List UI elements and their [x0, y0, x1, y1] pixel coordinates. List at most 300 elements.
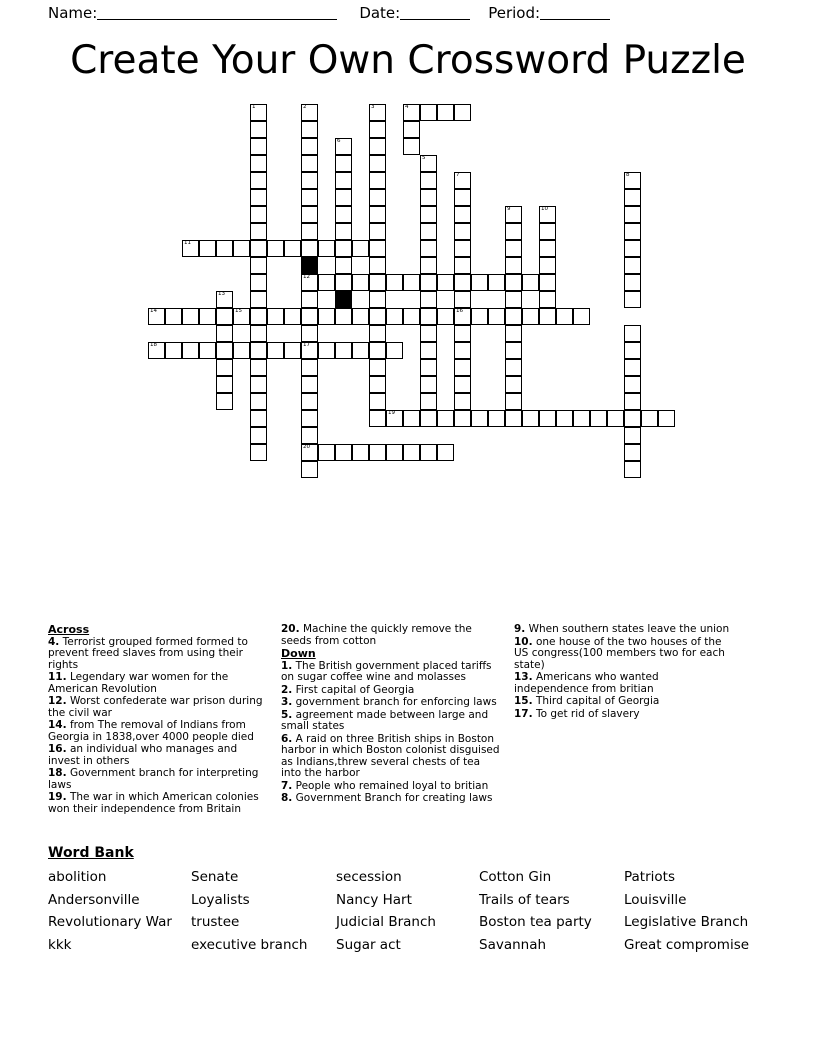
grid-cell[interactable] [301, 427, 318, 444]
grid-cell[interactable] [369, 189, 386, 206]
grid-cell[interactable] [250, 206, 267, 223]
clue-item [281, 685, 502, 697]
grid-cell[interactable] [301, 206, 318, 223]
grid-cell[interactable] [420, 274, 437, 291]
grid-cell[interactable] [505, 325, 522, 342]
grid-cell-number: 6 [337, 138, 341, 144]
grid-cell[interactable] [624, 257, 641, 274]
period-label: Period: [488, 4, 541, 22]
grid-cell[interactable] [505, 257, 522, 274]
grid-cell[interactable] [624, 172, 641, 189]
grid-cell[interactable] [301, 410, 318, 427]
clue-number: 17. [514, 707, 533, 720]
grid-cell[interactable] [403, 444, 420, 461]
grid-cell[interactable] [420, 359, 437, 376]
grid-cell[interactable] [573, 410, 590, 427]
grid-cell[interactable] [505, 410, 522, 427]
grid-cell[interactable] [301, 223, 318, 240]
grid-cell[interactable] [301, 325, 318, 342]
grid-cell[interactable] [301, 155, 318, 172]
clue-text: To get rid of slavery [532, 707, 640, 720]
crossword-grid[interactable] [148, 104, 668, 469]
grid-cell[interactable] [301, 121, 318, 138]
grid-cell[interactable] [386, 274, 403, 291]
grid-cell[interactable] [369, 342, 386, 359]
clue-item [281, 734, 502, 780]
grid-cell[interactable] [624, 223, 641, 240]
grid-cell[interactable] [386, 410, 403, 427]
clue-item [281, 710, 502, 733]
grid-cell[interactable] [318, 274, 335, 291]
date-input-line[interactable] [400, 7, 470, 20]
grid-cell[interactable] [522, 308, 539, 325]
clue-item [48, 672, 269, 695]
grid-cell[interactable] [369, 138, 386, 155]
grid-cell-number: 16 [456, 308, 463, 314]
grid-cell[interactable] [624, 359, 641, 376]
grid-cell[interactable] [335, 342, 352, 359]
grid-cell[interactable] [624, 461, 641, 478]
word-bank-word: Legislative Branch [624, 914, 749, 930]
grid-cell[interactable] [471, 410, 488, 427]
grid-cell[interactable] [250, 393, 267, 410]
grid-cell[interactable] [369, 444, 386, 461]
grid-cell[interactable] [403, 410, 420, 427]
across-clue-list [48, 637, 269, 816]
grid-cell[interactable] [437, 410, 454, 427]
grid-cell[interactable] [437, 444, 454, 461]
grid-cell[interactable] [369, 104, 386, 121]
grid-cell[interactable] [216, 291, 233, 308]
grid-cell[interactable] [505, 291, 522, 308]
grid-cell[interactable] [301, 274, 318, 291]
grid-cell[interactable] [454, 308, 471, 325]
grid-cell[interactable] [250, 274, 267, 291]
grid-cell[interactable] [250, 427, 267, 444]
grid-cell[interactable] [250, 223, 267, 240]
grid-cell[interactable] [624, 393, 641, 410]
grid-cell[interactable] [216, 342, 233, 359]
grid-cell[interactable] [505, 206, 522, 223]
grid-cell[interactable] [182, 342, 199, 359]
grid-cell[interactable] [369, 257, 386, 274]
grid-cell-number: 14 [150, 308, 157, 314]
clue-number: 12. [48, 695, 67, 707]
grid-cell[interactable] [488, 308, 505, 325]
grid-cell[interactable] [301, 461, 318, 478]
grid-cell[interactable] [335, 444, 352, 461]
grid-cell[interactable] [386, 444, 403, 461]
grid-cell[interactable] [148, 308, 165, 325]
grid-cell[interactable] [301, 376, 318, 393]
clue-number: 3. [281, 696, 293, 708]
clue-text: Americans who wanted independence from britian [514, 671, 659, 695]
clue-item [281, 781, 502, 793]
grid-cell[interactable] [624, 325, 641, 342]
grid-cell[interactable] [505, 359, 522, 376]
grid-cell[interactable] [437, 308, 454, 325]
grid-cell[interactable] [556, 410, 573, 427]
clue-item [281, 624, 502, 647]
grid-cell[interactable] [624, 376, 641, 393]
clue-item [48, 768, 269, 791]
clue-text: agreement made between large and small states [281, 708, 489, 732]
grid-cell[interactable] [335, 189, 352, 206]
word-bank-row [48, 889, 770, 912]
grid-cell[interactable] [454, 393, 471, 410]
grid-cell[interactable] [539, 410, 556, 427]
grid-cell[interactable] [250, 189, 267, 206]
grid-cell[interactable] [505, 240, 522, 257]
grid-cell[interactable] [216, 240, 233, 257]
grid-cell[interactable] [301, 189, 318, 206]
word-bank-row [48, 866, 770, 889]
grid-cell[interactable] [556, 308, 573, 325]
grid-cell[interactable] [250, 410, 267, 427]
grid-cell[interactable] [403, 104, 420, 121]
grid-cell[interactable] [454, 291, 471, 308]
student-info-header [48, 0, 768, 26]
grid-cell[interactable] [403, 138, 420, 155]
grid-cell[interactable] [539, 240, 556, 257]
grid-cell[interactable] [539, 223, 556, 240]
grid-cell[interactable] [148, 342, 165, 359]
grid-cell[interactable] [250, 257, 267, 274]
grid-cell[interactable] [369, 172, 386, 189]
grid-cell-number: 2 [303, 104, 307, 110]
grid-cell-number: 3 [371, 104, 375, 110]
grid-cell[interactable] [454, 104, 471, 121]
word-bank-word: Louisville [624, 891, 687, 908]
grid-cell[interactable] [216, 393, 233, 410]
clue-item [48, 744, 269, 767]
grid-cell[interactable] [505, 376, 522, 393]
grid-cell[interactable] [539, 274, 556, 291]
clue-number: 16. [48, 743, 67, 755]
grid-cell[interactable] [233, 240, 250, 257]
grid-cell[interactable] [369, 410, 386, 427]
grid-cell[interactable] [301, 308, 318, 325]
grid-cell[interactable] [624, 240, 641, 257]
grid-cell[interactable] [301, 240, 318, 257]
grid-cell[interactable] [420, 342, 437, 359]
clue-item [281, 697, 502, 709]
grid-cell[interactable] [505, 393, 522, 410]
grid-cell[interactable] [454, 240, 471, 257]
grid-cell[interactable] [352, 342, 369, 359]
grid-cell[interactable] [624, 342, 641, 359]
grid-cell[interactable] [471, 274, 488, 291]
grid-cell[interactable] [420, 325, 437, 342]
grid-cell[interactable] [301, 104, 318, 121]
page-title: Create Your Own Crossword Puzzle [70, 38, 746, 83]
grid-cell[interactable] [267, 342, 284, 359]
grid-cell[interactable] [420, 376, 437, 393]
grid-cell[interactable] [318, 308, 335, 325]
grid-cell[interactable] [301, 291, 318, 308]
grid-cell[interactable] [250, 138, 267, 155]
grid-cell[interactable] [182, 308, 199, 325]
word-bank [48, 866, 770, 956]
grid-cell[interactable] [267, 308, 284, 325]
clue-number: 7. [281, 779, 293, 792]
grid-cell[interactable] [454, 206, 471, 223]
grid-cell[interactable] [420, 155, 437, 172]
word-bank-word: Judicial Branch [336, 914, 436, 930]
clue-item [48, 637, 269, 672]
grid-cell[interactable] [369, 325, 386, 342]
grid-cell[interactable] [250, 359, 267, 376]
clue-number: 11. [48, 671, 67, 683]
grid-cell[interactable] [301, 342, 318, 359]
clue-text: When southern states leave the union [525, 623, 730, 635]
period-input-line[interactable] [540, 7, 610, 20]
grid-cell[interactable] [250, 291, 267, 308]
grid-cell[interactable] [505, 274, 522, 291]
grid-cell[interactable] [301, 393, 318, 410]
clue-number: 15. [514, 695, 533, 707]
grid-cell[interactable] [454, 172, 471, 189]
clue-text: Third capital of Georgia [532, 695, 660, 707]
word-bank-word: Andersonville [48, 891, 140, 908]
grid-cell-number: 10 [541, 206, 548, 212]
across-clue-list-continued [281, 624, 502, 647]
grid-cell[interactable] [624, 206, 641, 223]
grid-cell[interactable] [250, 240, 267, 257]
clue-number: 4. [48, 635, 60, 648]
grid-cell[interactable] [267, 240, 284, 257]
clue-text: A raid on three British ships in Boston harbor in which Boston colonist disguised as Indians,threw several chests of tea into the harbor [281, 732, 500, 779]
grid-cell[interactable] [335, 274, 352, 291]
grid-cell[interactable] [420, 240, 437, 257]
grid-cell[interactable] [199, 342, 216, 359]
grid-cell[interactable] [420, 223, 437, 240]
clue-number: 5. [281, 708, 293, 721]
grid-cell[interactable] [335, 155, 352, 172]
grid-cell[interactable] [607, 410, 624, 427]
word-bank-word: trustee [191, 914, 240, 930]
grid-cell[interactable] [250, 308, 267, 325]
grid-cell[interactable] [250, 444, 267, 461]
grid-cell[interactable] [386, 342, 403, 359]
grid-cell[interactable] [369, 308, 386, 325]
grid-cell[interactable] [488, 410, 505, 427]
clue-number: 14. [48, 719, 67, 731]
grid-cell[interactable] [369, 393, 386, 410]
grid-cell[interactable] [250, 104, 267, 121]
grid-cell[interactable] [335, 240, 352, 257]
grid-cell[interactable] [318, 240, 335, 257]
grid-cell[interactable] [318, 444, 335, 461]
grid-cell-blocked [335, 291, 352, 308]
clue-text: Terrorist grouped formed formed to prevent freed slaves from using their rights [48, 635, 248, 671]
grid-cell[interactable] [573, 308, 590, 325]
grid-cell-number: 8 [626, 172, 630, 178]
grid-cell[interactable] [403, 274, 420, 291]
grid-cell[interactable] [216, 359, 233, 376]
grid-cell[interactable] [284, 308, 301, 325]
grid-cell[interactable] [454, 376, 471, 393]
grid-cell-number: 11 [184, 240, 191, 246]
grid-cell[interactable] [420, 257, 437, 274]
grid-cell[interactable] [182, 240, 199, 257]
grid-cell[interactable] [505, 308, 522, 325]
grid-cell[interactable] [658, 410, 675, 427]
word-bank-word: abolition [48, 869, 107, 885]
clue-item [281, 793, 502, 805]
grid-cell[interactable] [454, 257, 471, 274]
grid-cell[interactable] [284, 240, 301, 257]
grid-cell[interactable] [250, 376, 267, 393]
clue-text: The war in which American colonies won their independence from Britain [48, 791, 259, 815]
grid-cell[interactable] [250, 155, 267, 172]
grid-cell[interactable] [301, 359, 318, 376]
grid-cell[interactable] [420, 393, 437, 410]
grid-cell[interactable] [369, 155, 386, 172]
grid-cell[interactable] [369, 274, 386, 291]
grid-cell[interactable] [233, 342, 250, 359]
grid-cell[interactable] [624, 189, 641, 206]
grid-cell[interactable] [505, 342, 522, 359]
grid-cell[interactable] [454, 274, 471, 291]
grid-cell[interactable] [301, 138, 318, 155]
grid-cell[interactable] [352, 308, 369, 325]
word-bank-word: Nancy Hart [336, 891, 412, 908]
grid-cell[interactable] [522, 274, 539, 291]
clue-text: an individual who manages and invest in others [48, 743, 238, 767]
grid-cell-number: 7 [456, 172, 460, 178]
grid-cell[interactable] [318, 342, 335, 359]
word-bank-word: executive branch [191, 936, 308, 953]
grid-cell[interactable] [335, 308, 352, 325]
grid-cell[interactable] [454, 325, 471, 342]
grid-cell[interactable] [199, 240, 216, 257]
clues-column-3 [514, 624, 744, 816]
grid-cell[interactable] [352, 444, 369, 461]
word-bank-word: Senate [191, 869, 239, 885]
grid-cell[interactable] [471, 308, 488, 325]
grid-cell[interactable] [250, 342, 267, 359]
grid-cell[interactable] [420, 291, 437, 308]
grid-cell[interactable] [250, 121, 267, 138]
grid-cell[interactable] [250, 325, 267, 342]
name-input-line[interactable] [97, 7, 337, 20]
grid-cell[interactable] [437, 104, 454, 121]
grid-cell[interactable] [454, 410, 471, 427]
grid-cell[interactable] [369, 240, 386, 257]
grid-cell[interactable] [335, 223, 352, 240]
grid-cell[interactable] [454, 223, 471, 240]
grid-cell[interactable] [454, 342, 471, 359]
grid-cell[interactable] [420, 444, 437, 461]
grid-cell[interactable] [369, 359, 386, 376]
clue-item [514, 624, 732, 636]
grid-cell[interactable] [165, 342, 182, 359]
grid-cell[interactable] [624, 427, 641, 444]
grid-cell[interactable] [539, 308, 556, 325]
grid-cell[interactable] [454, 189, 471, 206]
grid-cell[interactable] [216, 376, 233, 393]
grid-cell[interactable] [420, 172, 437, 189]
grid-cell[interactable] [352, 274, 369, 291]
clue-number: 1. [281, 659, 293, 672]
clue-number: 19. [48, 791, 67, 803]
word-bank-word: secession [336, 869, 402, 885]
grid-cell[interactable] [624, 291, 641, 308]
grid-cell[interactable] [386, 308, 403, 325]
grid-cell[interactable] [437, 274, 454, 291]
grid-cell[interactable] [420, 308, 437, 325]
grid-cell[interactable] [233, 308, 250, 325]
word-bank-word: Loyalists [191, 891, 250, 908]
grid-cell[interactable] [199, 308, 216, 325]
grid-cell-number: 13 [218, 291, 225, 297]
word-bank-row [48, 911, 770, 934]
grid-cell[interactable] [420, 206, 437, 223]
clue-item [514, 672, 732, 695]
grid-cell[interactable] [216, 308, 233, 325]
grid-cell[interactable] [420, 189, 437, 206]
grid-cell[interactable] [505, 223, 522, 240]
word-bank-table [48, 866, 770, 956]
grid-cell[interactable] [369, 376, 386, 393]
grid-cell[interactable] [165, 308, 182, 325]
grid-cell[interactable] [403, 121, 420, 138]
grid-cell[interactable] [335, 257, 352, 274]
clue-text: government branch for enforcing laws [292, 696, 497, 708]
clue-item [48, 720, 269, 743]
grid-cell[interactable] [420, 410, 437, 427]
clues-column-1 [48, 624, 281, 816]
grid-cell[interactable] [335, 206, 352, 223]
clue-item [281, 661, 502, 684]
grid-cell[interactable] [590, 410, 607, 427]
clue-number: 9. [514, 623, 526, 635]
grid-cell[interactable] [335, 138, 352, 155]
grid-cell[interactable] [624, 444, 641, 461]
grid-cell[interactable] [522, 410, 539, 427]
grid-cell[interactable] [539, 206, 556, 223]
grid-cell[interactable] [369, 121, 386, 138]
grid-cell[interactable] [539, 291, 556, 308]
grid-cell[interactable] [284, 342, 301, 359]
grid-cell[interactable] [369, 206, 386, 223]
grid-cell[interactable] [641, 410, 658, 427]
grid-cell[interactable] [539, 257, 556, 274]
grid-cell[interactable] [369, 291, 386, 308]
grid-cell[interactable] [301, 172, 318, 189]
grid-cell[interactable] [301, 444, 318, 461]
clue-text: Legendary war women for the American Revolution [48, 671, 229, 695]
word-bank-word: Cotton Gin [479, 869, 552, 885]
name-label: Name: [48, 4, 98, 22]
word-bank-word: Sugar act [336, 936, 401, 953]
grid-cell[interactable] [624, 274, 641, 291]
down-clue-list-continued [514, 624, 732, 720]
grid-cell[interactable] [454, 359, 471, 376]
grid-cell[interactable] [624, 410, 641, 427]
grid-cell[interactable] [369, 223, 386, 240]
clue-item [48, 696, 269, 719]
grid-cell[interactable] [250, 172, 267, 189]
grid-cell[interactable] [352, 240, 369, 257]
grid-cell[interactable] [403, 308, 420, 325]
grid-cell[interactable] [335, 172, 352, 189]
clue-text: People who remained loyal to britian [292, 779, 489, 792]
grid-cell[interactable] [216, 325, 233, 342]
grid-cell[interactable] [488, 274, 505, 291]
grid-cell[interactable] [420, 104, 437, 121]
